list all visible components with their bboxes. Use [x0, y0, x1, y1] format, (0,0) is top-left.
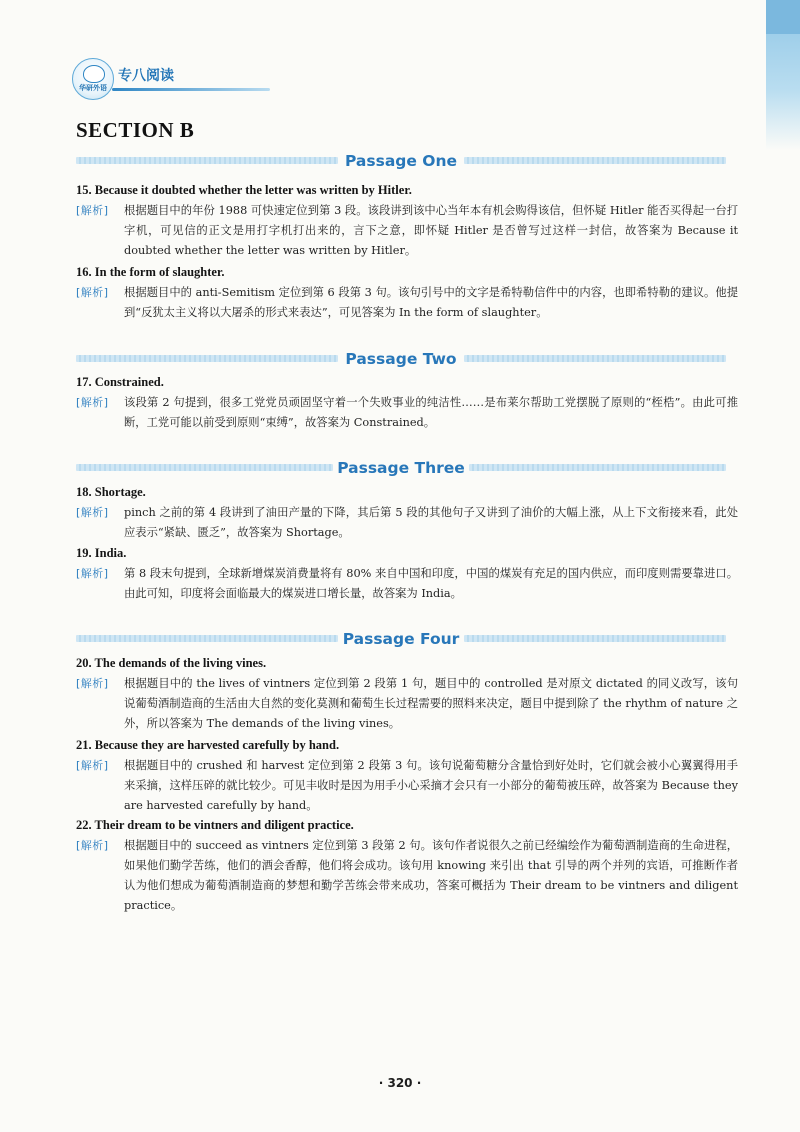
- answer-15: 15. Because it doubted whether the letter was written by Hitler.: [76, 183, 412, 197]
- explanation-text: 根据题目中的 the lives of vintners 定位到第 2 段第 1 句，题目中的 controlled 是对原文 dictated 的同义改写，该句说葡萄酒制造商的生活由大自然的变化莫测和葡萄生长过程需要的照料来决定，题目中提到除了 the rhythm of nature 之外，所以答案为 The demands of the living vines。: [124, 677, 738, 730]
- page-header: [72, 58, 332, 98]
- analysis-tag: [解析]: [76, 286, 109, 299]
- answer-22: 22. Their dream to be vintners and diligent practice.: [76, 818, 354, 832]
- heading-bar-right: [464, 635, 726, 642]
- passage-heading-three: [76, 457, 726, 479]
- heading-bar-right: [464, 157, 726, 164]
- logo-mascot-icon: [83, 65, 105, 83]
- explanation-text: 第 8 段末句提到，全球新增煤炭消费量将有 80% 来自中国和印度，中国的煤炭有充足的国内供应，而印度则需要靠进口。由此可知，印度将会面临最大的煤炭进口增长量，故答案为 India。: [124, 567, 738, 600]
- book-title: 专八阅读: [118, 68, 174, 84]
- corner-tab: [766, 0, 800, 34]
- page-number: · 320 ·: [378, 1076, 422, 1090]
- explanation-20: [76, 674, 738, 734]
- answer-21: 21. Because they are harvested carefully by hand.: [76, 738, 340, 752]
- answer-17: 17. Constrained.: [76, 375, 164, 389]
- analysis-tag: [解析]: [76, 839, 109, 852]
- answer-16: 16. In the form of slaughter.: [76, 265, 225, 279]
- explanation-21: [76, 756, 738, 816]
- explanation-19: [76, 564, 738, 604]
- passage-heading-two: [76, 348, 726, 370]
- explanation-text: 根据题目中的年份 1988 可快速定位到第 3 段。该段讲到该中心当年本有机会购得该信，但怀疑 Hitler 能否买得起一台打字机，可见信的正文是用打字机打出来的，言下之意，即怀疑 Hitler 是否曾写过这样一封信，故答案为 Because it doubted whether the letter was written by Hitler。: [124, 204, 738, 257]
- analysis-tag: [解析]: [76, 506, 109, 519]
- heading-bar-right: [469, 464, 726, 471]
- explanation-text: 根据题目中的 crushed 和 harvest 定位到第 2 段第 3 句。该句说葡萄糖分含量恰到好处时，它们就会被小心翼翼得用手来采摘，这样压碎的就比较少。可见丰收时是因为用手小心采摘才会只有一小部分的葡萄被压碎，故答案为 Because they are harvested carefully by hand。: [124, 759, 738, 812]
- section-title: SECTION B: [76, 118, 195, 142]
- explanation-15: [76, 201, 738, 261]
- explanation-text: 该段第 2 句提到，很多工党党员顽固坚守着一个失败事业的纯洁性……是布莱尔帮助工党摆脱了原则的“桎梏”。由此可推断，工党可能以前受到原则“束缚”，故答案为 Constrained。: [124, 396, 738, 429]
- analysis-tag: [解析]: [76, 677, 109, 690]
- explanation-text: 根据题目中的 succeed as vintners 定位到第 3 段第 2 句。该句作者说很久之前已经编绘作为葡萄酒制造商的生命进程，如果他们勤学苦练，他们的酒会香醇，他们将会成功。该句用 knowing 来引出 that 引导的两个并列的宾语，可推断作者认为他们想成为葡萄酒制造商的梦想和勤学苦练会带来成功，答案可概括为 Their dream to be vintners and diligent practice。: [124, 839, 738, 912]
- explanation-16: [76, 283, 738, 323]
- answer-19: 19. India.: [76, 546, 127, 560]
- logo-text: 华研外语: [79, 84, 107, 92]
- answer-18: 18. Shortage.: [76, 485, 146, 499]
- header-underline: [112, 88, 270, 91]
- explanation-text: pinch 之前的第 4 段讲到了油田产量的下降，其后第 5 段的其他句子又讲到了油价的大幅上涨，从上下文衔接来看，此处应表示“紧缺、匮乏”，故答案为 Shortage。: [124, 506, 738, 539]
- explanation-18: [76, 503, 738, 543]
- analysis-tag: [解析]: [76, 396, 109, 409]
- passage-title: Passage Four: [342, 630, 460, 648]
- heading-bar-right: [464, 355, 726, 362]
- analysis-tag: [解析]: [76, 567, 109, 580]
- explanation-text: 根据题目中的 anti-Semitism 定位到第 6 段第 3 句。该句引号中的文字是希特勒信件中的内容，也即希特勒的建议。他提到“反犹太主义将以大屠杀的形式来表达”，可见答案为 In the form of slaughter。: [124, 286, 738, 319]
- passage-heading-one: [76, 150, 726, 172]
- passage-title: Passage Two: [345, 350, 457, 368]
- analysis-tag: [解析]: [76, 204, 109, 217]
- explanation-22: [76, 836, 738, 916]
- publisher-logo: [72, 58, 114, 100]
- explanation-17: [76, 393, 738, 433]
- answer-20: 20. The demands of the living vines.: [76, 656, 267, 670]
- passage-title: Passage Three: [337, 459, 465, 477]
- passage-heading-four: [76, 628, 726, 650]
- passage-title: Passage One: [344, 152, 458, 170]
- analysis-tag: [解析]: [76, 759, 109, 772]
